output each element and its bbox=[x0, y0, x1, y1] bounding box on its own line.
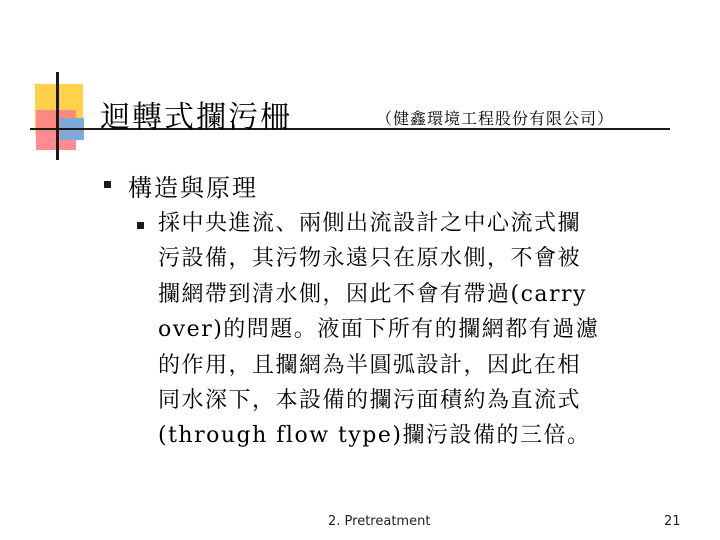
bullet-square-icon bbox=[104, 181, 111, 188]
sub-bullet-square-icon bbox=[137, 222, 144, 229]
decor-vertical-line bbox=[56, 72, 59, 160]
paragraph-line: 同水深下，本設備的攔污面積約為直流式 bbox=[158, 388, 582, 414]
footer-page-number: 21 bbox=[664, 514, 681, 529]
paragraph-line: over)的問題。液面下所有的攔網都有過濾 bbox=[158, 317, 600, 343]
footer-section-label: 2. Pretreatment bbox=[328, 514, 431, 529]
bullet-heading: 構造與原理 bbox=[128, 174, 258, 202]
slide-title: 迴轉式攔污柵 bbox=[100, 100, 292, 135]
bullet-paragraph bbox=[158, 206, 678, 454]
paragraph-line: 採中央進流、兩側出流設計之中心流式攔 bbox=[158, 211, 582, 236]
paragraph-line: 的作用，且攔網為半圓弧設計，因此在相 bbox=[158, 352, 582, 378]
paragraph-line: 攔網帶到清水側，因此不會有帶過(carry bbox=[158, 281, 587, 307]
paragraph-line: 污設備，其污物永遠只在原水側，不會被 bbox=[158, 246, 582, 272]
paragraph-line: (through flow type)攔污設備的三倍。 bbox=[158, 423, 591, 449]
slide-subtitle: （健鑫環境工程股份有限公司） bbox=[376, 109, 615, 128]
